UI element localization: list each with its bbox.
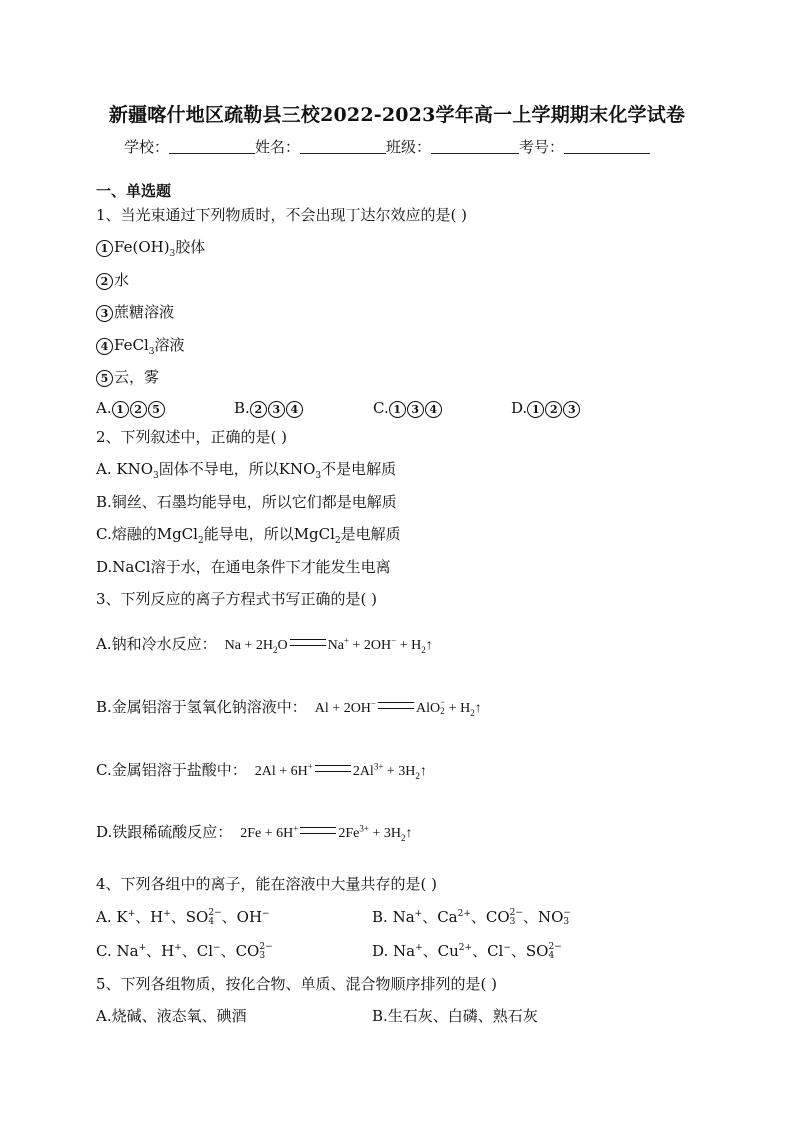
q5-option-a[interactable]: A.烧碱、液态氧、碘酒 bbox=[96, 1007, 247, 1025]
ionic-equation: Al + 2OH− AlO − 2 + $H_2↑$ bbox=[314, 697, 482, 718]
exam-title: 新疆喀什地区疏勒县三校2022-2023学年高一上学期期末化学试卷 bbox=[108, 104, 686, 126]
q1-item-5: 5 云，雾 bbox=[96, 367, 159, 387]
gas-arrow-icon: ↑ bbox=[425, 638, 433, 653]
question-1-stem: 1、当光束通过下列物质时，不会出现丁达尔效应的是( ) bbox=[96, 206, 468, 224]
circled-number: 5 bbox=[96, 370, 113, 387]
q4-option-c[interactable]: C. Na+、H+、Cl−、CO 2− 3 bbox=[96, 942, 273, 961]
name-label: 姓名： bbox=[255, 138, 301, 156]
q1-item-3: 3 蔗糖溶液 bbox=[96, 302, 174, 322]
q2-option-d[interactable]: D.NaCl溶于水，在通电条件下才能发生电离 bbox=[96, 558, 391, 576]
q1-item-2: 2 水 bbox=[96, 270, 129, 290]
school-blank[interactable] bbox=[169, 139, 255, 154]
q2-option-a[interactable]: A. $KNO_3$固体不导电，所以$KNO_3$不是电解质 bbox=[96, 460, 397, 481]
question-4-stem: 4、下列各组中的离子，能在溶液中大量共存的是( ) bbox=[96, 875, 438, 893]
circled-number: 2 bbox=[96, 273, 113, 290]
number-label: 考号： bbox=[519, 138, 565, 156]
ionic-equation: 2Fe + 6H+ $2Fe^{3+}$ + $3H_2↑$ bbox=[240, 823, 413, 843]
q4-option-a[interactable]: A. K+、H+、SO 2− 4 、OH− bbox=[96, 908, 270, 927]
q3-option-b[interactable]: B.金属铝溶于氢氧化钠溶液中： Al + 2OH− AlO − 2 + $H_2↑$ bbox=[96, 697, 482, 718]
question-2-stem: 2、下列叙述中，正确的是( ) bbox=[96, 428, 288, 446]
school-label: 学校： bbox=[124, 138, 170, 156]
gas-arrow-icon: ↑ bbox=[419, 764, 427, 779]
equals-sign bbox=[290, 639, 326, 646]
section-heading: 一、单选题 bbox=[96, 182, 172, 200]
ionic-equation: $Na + 2H_2O$ $Na^+ + 2OH^- + H_2↑$ bbox=[224, 635, 433, 655]
equals-sign bbox=[378, 702, 414, 709]
question-5-stem: 5、下列各组物质，按化合物、单质、混合物顺序排列的是( ) bbox=[96, 975, 498, 993]
q2-option-b[interactable]: B.铜丝、石墨均能导电，所以它们都是电解质 bbox=[96, 493, 397, 511]
class-label: 班级： bbox=[386, 138, 432, 156]
q4-option-b[interactable]: B. Na+、$Ca^{2+}$、CO 2− 3 、NO − 3 bbox=[372, 908, 571, 927]
ionic-equation: 2Al + 6H+ $2Al^{3+}$ + $3H_2↑$ bbox=[254, 761, 427, 781]
q1-option-a[interactable]: A. 1 2 5 bbox=[96, 398, 166, 418]
circled-number: 1 bbox=[96, 240, 113, 257]
gas-arrow-icon: ↑ bbox=[474, 701, 482, 716]
class-blank[interactable] bbox=[431, 139, 519, 154]
q1-option-c[interactable]: C. 1 3 4 bbox=[373, 398, 443, 418]
q2-option-c[interactable]: C.熔融的MgCl$_2$能导电，所以MgCl$_2$是电解质 bbox=[96, 525, 401, 546]
circled-number: 3 bbox=[96, 305, 113, 322]
q1-option-d[interactable]: D. 1 2 3 bbox=[511, 398, 581, 418]
q3-option-a[interactable]: A.钠和冷水反应： $Na + 2H_2O$ $Na^+ + 2OH^- + H_2↑$ bbox=[96, 635, 433, 655]
gas-arrow-icon: ↑ bbox=[405, 826, 413, 841]
name-blank[interactable] bbox=[300, 139, 386, 154]
equals-sign bbox=[300, 827, 336, 834]
q3-option-c[interactable]: C.金属铝溶于盐酸中： 2Al + 6H+ $2Al^{3+}$ + $3H_2↑$ bbox=[96, 761, 427, 781]
student-info-row bbox=[124, 136, 684, 157]
q4-option-d[interactable]: D. Na+、$Cu^{2+}$、Cl−、SO 2− 4 bbox=[372, 942, 562, 961]
q3-option-d[interactable]: D.铁跟稀硫酸反应： 2Fe + 6H+ $2Fe^{3+}$ + $3H_2↑$ bbox=[96, 823, 413, 843]
q1-option-b[interactable]: B. 2 3 4 bbox=[234, 398, 304, 418]
number-blank[interactable] bbox=[564, 139, 650, 154]
q5-option-b[interactable]: B.生石灰、白磷、熟石灰 bbox=[372, 1007, 538, 1025]
q1-item-4: 4 FeCl$_3$溶液 bbox=[96, 335, 185, 355]
question-3-stem: 3、下列反应的离子方程式书写正确的是( ) bbox=[96, 590, 378, 608]
q1-item-1: 1 $Fe(OH)_3$胶体 bbox=[96, 237, 205, 257]
circled-number: 4 bbox=[96, 338, 113, 355]
equals-sign bbox=[315, 765, 351, 772]
